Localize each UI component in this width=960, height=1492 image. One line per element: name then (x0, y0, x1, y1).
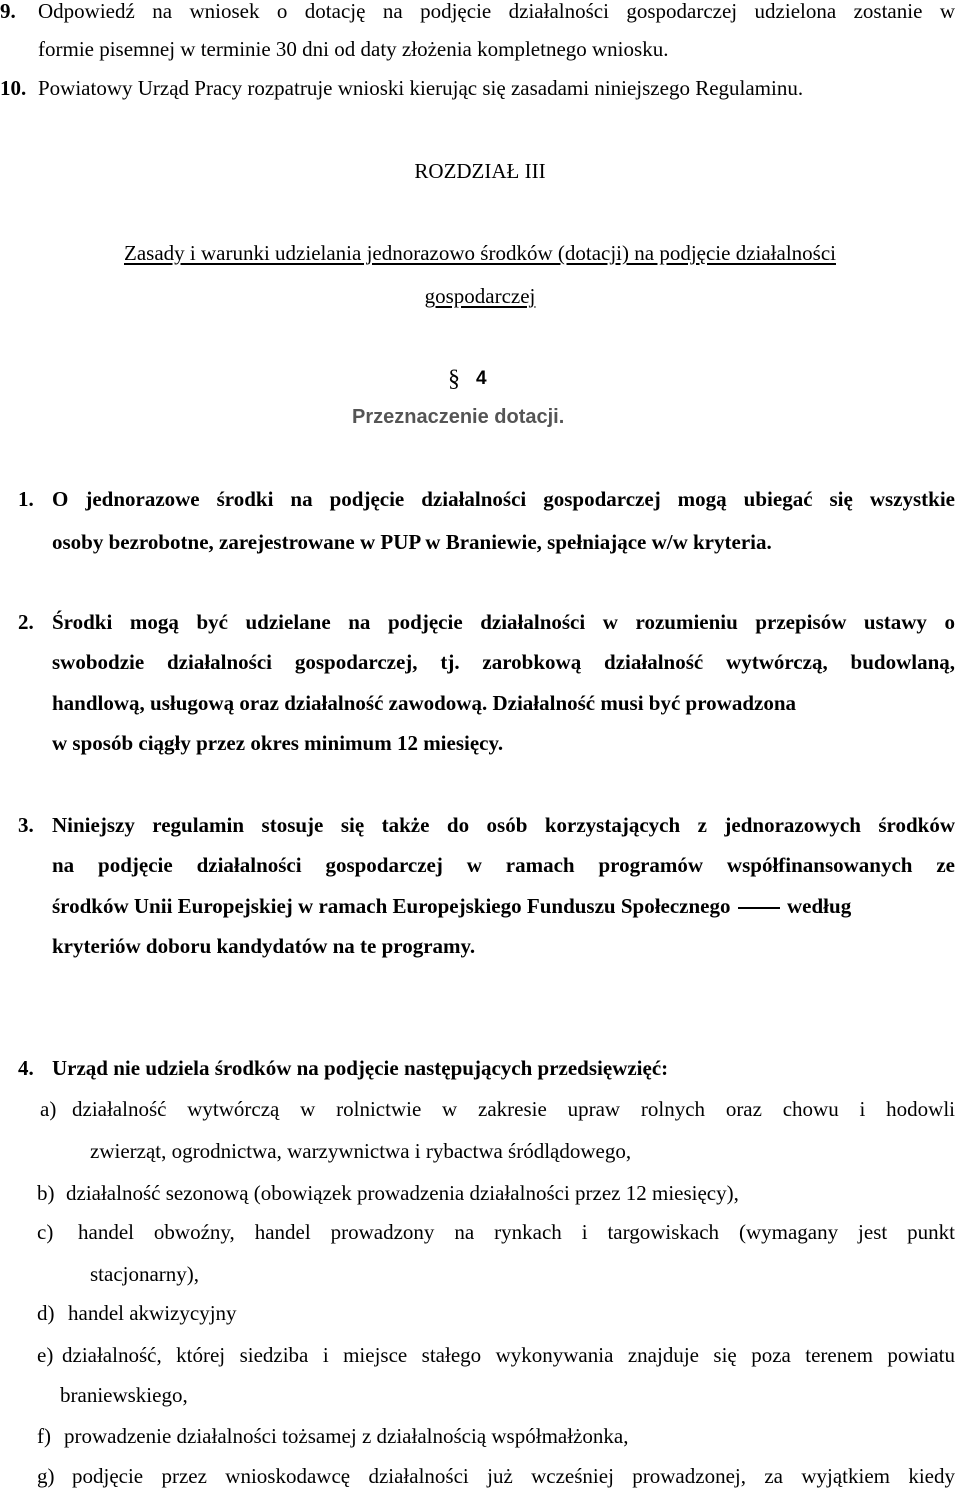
subitem-f-line1: prowadzenie działalności tożsamej z działalnością współmałżonka, (64, 1424, 629, 1448)
point-3-line4: kryteriów doboru kandydatów na te programy. (52, 934, 476, 958)
section-title: Przeznaczenie dotacji. (352, 406, 565, 428)
subitem-g-line1: podjęcie przez wnioskodawcę działalności już wcześniej prowadzonej, za wyjątkiem kiedy (72, 1464, 955, 1488)
chapter-subtitle-line1: Zasady i warunki udzielania jednorazowo środków (dotacji) na podjęcie działalności (124, 241, 836, 265)
subitem-a-line2: zwierząt, ogrodnictwa, warzywnictwa i rybactwa śródlądowego, (90, 1139, 632, 1163)
point-3-line3-text: środków Unii Europejskiej w ramach Europejskiego Funduszu Społecznego (52, 894, 731, 918)
em-dash (738, 907, 780, 909)
point-3-line3 (52, 893, 851, 919)
point-2-line2: swobodzie działalności gospodarczej, tj. zarobkową działalność wytwórczą, budowlaną, (52, 650, 955, 674)
point-3-number: 3. (18, 813, 34, 837)
paragraph-sign: § (448, 366, 460, 392)
point-4-number: 4. (18, 1056, 34, 1080)
subitem-d-label: d) (37, 1301, 55, 1325)
item-9-text-line2: formie pisemnej w terminie 30 dni od daty złożenia kompletnego wniosku. (38, 37, 669, 61)
chapter-subtitle-line2: gospodarczej (424, 284, 536, 308)
subitem-f-label: f) (37, 1424, 51, 1448)
subitem-e-line2: braniewskiego, (60, 1383, 188, 1407)
point-3-line2: na podjęcie działalności gospodarczej w ramach programów współfinansowanych ze (52, 853, 955, 877)
point-2-number: 2. (18, 610, 34, 634)
point-1-line2: osoby bezrobotne, zarejestrowane w PUP w Braniewie, spełniające w/w kryteria. (52, 530, 772, 554)
subitem-c-line1: handel obwoźny, handel prowadzony na rynkach i targowiskach (wymagany jest punkt (78, 1220, 955, 1244)
chapter-title: ROZDZIAŁ III (414, 159, 546, 183)
subitem-b-label: b) (37, 1181, 55, 1205)
point-1-line1: O jednorazowe środki na podjęcie działalności gospodarczej mogą ubiegać się wszystkie (52, 487, 955, 511)
subitem-c-line2: stacjonarny), (90, 1262, 200, 1286)
point-4-line1: Urząd nie udziela środków na podjęcie następujących przedsięwzięć: (52, 1056, 669, 1080)
item-10-text: Powiatowy Urząd Pracy rozpatruje wnioski kierując się zasadami niniejszego Regulaminu. (38, 76, 804, 100)
point-3-line3-end: według (787, 894, 852, 918)
subitem-c-label: c) (37, 1220, 54, 1244)
subitem-a-line1: działalność wytwórczą w rolnictwie w zakresie upraw rolnych oraz chowu i hodowli (72, 1097, 955, 1121)
subitem-g-label: g) (37, 1464, 55, 1488)
subitem-d-line1: handel akwizycyjny (68, 1301, 237, 1325)
point-3-line1: Niniejszy regulamin stosuje się także do osób korzystających z jednorazowych środków (52, 813, 955, 837)
item-9-number: 9. (0, 0, 16, 23)
item-10-number: 10. (0, 76, 27, 100)
point-1-number: 1. (18, 487, 34, 511)
point-2-line4: w sposób ciągły przez okres minimum 12 miesięcy. (52, 731, 504, 755)
subitem-a-label: a) (40, 1097, 57, 1121)
subitem-e-line1: działalność, której siedziba i miejsce stałego wykonywania znajduje się poza terenem powiatu (62, 1343, 955, 1367)
point-2-line1: Środki mogą być udzielane na podjęcie działalności w rozumieniu przepisów ustawy o (52, 610, 955, 634)
point-2-line3: handlową, usługową oraz działalność zawodową. Działalność musi być prowadzona (52, 691, 797, 715)
item-9-text-line1: Odpowiedź na wniosek o dotację na podjęcie działalności gospodarczej udzielona zostanie w (38, 0, 955, 23)
paragraph-number: 4 (476, 368, 487, 389)
subitem-b-line1: działalność sezonową (obowiązek prowadzenia działalności przez 12 miesięcy), (66, 1181, 739, 1205)
subitem-e-label: e) (37, 1343, 54, 1367)
